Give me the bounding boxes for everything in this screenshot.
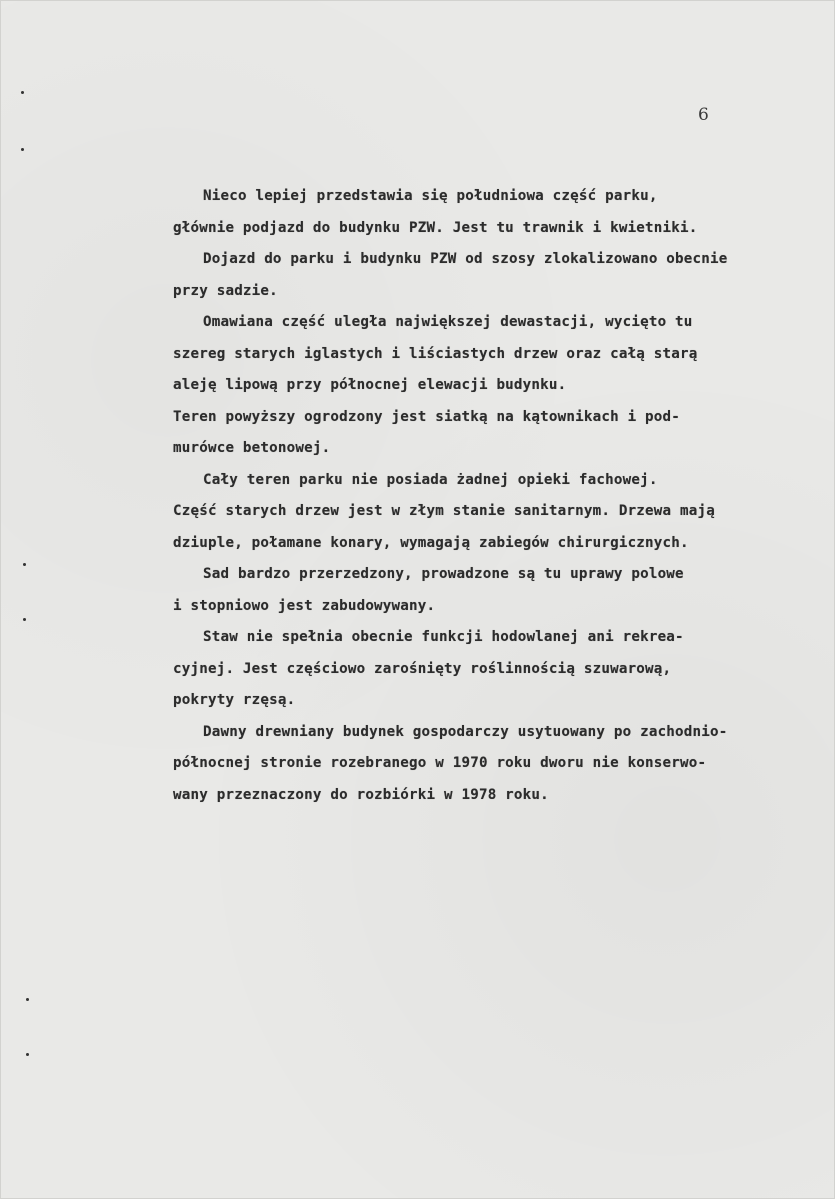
text-line: przy sadzie. — [173, 282, 278, 299]
margin-mark — [26, 1053, 29, 1056]
margin-mark — [26, 998, 29, 1001]
text-line: wany przeznaczony do rozbiórki w 1978 roku. — [173, 786, 549, 803]
text-line: Sad bardzo przerzedzony, prowadzone są tu uprawy polowe — [203, 566, 684, 582]
margin-mark — [21, 148, 24, 151]
text-line: aleję lipową przy północnej elewacji budynku. — [173, 377, 567, 393]
text-line: i stopniowo jest zabudowywany. — [173, 597, 436, 614]
text-line: Nieco lepiej przedstawia się południowa część parku, — [203, 188, 658, 204]
text-line: Dawny drewniany budynek gospodarczy usytuowany po zachodnio- — [203, 723, 728, 740]
text-line: Staw nie spełnia obecnie funkcji hodowlanej ani rekrea- — [203, 629, 684, 645]
text-line: głównie podjazd do budynku PZW. Jest tu trawnik i kwietniki. — [173, 219, 698, 236]
text-line: Teren powyższy ogrodzony jest siatką na kątownikach i pod- — [173, 408, 681, 425]
margin-mark — [23, 563, 26, 566]
text-line: Cały teren parku nie posiada żadnej opieki fachowej. — [203, 471, 658, 488]
text-line: murówce betonowej. — [173, 440, 331, 456]
text-line: Część starych drzew jest w złym stanie sanitarnym. Drzewa mają — [173, 503, 715, 519]
text-line: szereg starych iglastych i liściastych drzew oraz całą starą — [173, 345, 698, 362]
margin-mark — [23, 618, 26, 621]
text-line: Dojazd do parku i budynku PZW od szosy zlokalizowano obecnie — [203, 251, 728, 267]
page-number: 6 — [698, 105, 709, 125]
text-line: północnej stronie rozebranego w 1970 roku dworu nie konserwo- — [173, 755, 707, 771]
text-line: Omawiana część uległa największej dewastacji, wycięto tu — [203, 314, 693, 330]
text-line: pokryty rzęsą. — [173, 692, 296, 708]
text-line: cyjnej. Jest częściowo zarośnięty roślinnością szuwarową, — [173, 660, 672, 677]
text-line: dziuple, połamane konary, wymagają zabiegów chirurgicznych. — [173, 534, 689, 551]
margin-mark — [21, 91, 24, 94]
typewritten-body — [173, 181, 835, 811]
